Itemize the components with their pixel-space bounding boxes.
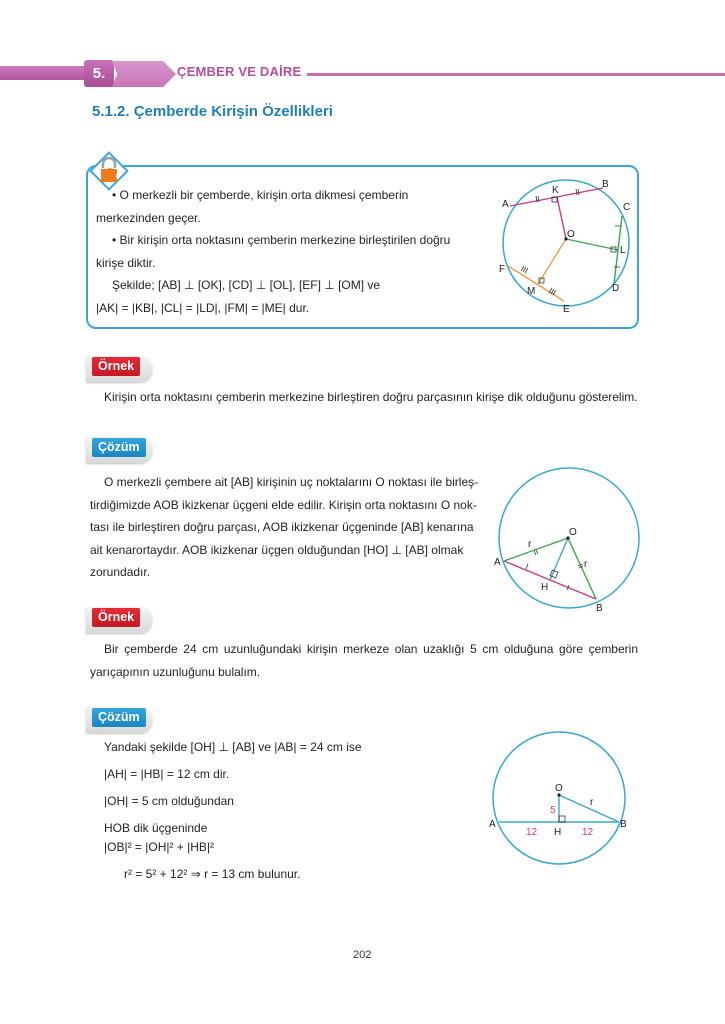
chord-properties-figure	[490, 170, 650, 320]
info-line: kirişe diktir.	[96, 255, 156, 270]
example-line: Bir çemberde 24 cm uzunluğundaki kirişin merkeze olan uzaklığı 5 cm olduğuna göre çemberin	[104, 642, 638, 656]
label-r: r	[590, 797, 594, 808]
solution-text	[90, 471, 482, 584]
label-a: A	[502, 199, 509, 210]
info-line: merkezinden geçer.	[96, 210, 201, 225]
solution-line: tası ile birleştiren doğru parçası, AOB ikizkenar üçgeninde [AB] kenarına	[90, 520, 474, 534]
label-b: B	[620, 819, 627, 830]
label-a: A	[494, 557, 501, 568]
solution-line: |OH| = 5 cm olduğundan	[104, 794, 234, 808]
info-text	[96, 184, 476, 319]
info-line: |AK| = |KB|, |CL| = |LD|, |FM| = |ME| dur.	[96, 300, 310, 315]
solution-line: r² = 5² + 12² ⇒ r = 13 cm bulunur.	[124, 867, 301, 881]
label-b: B	[596, 603, 603, 614]
segment-oa	[504, 538, 568, 561]
label-d: D	[612, 283, 620, 294]
label-r-ob: r	[584, 559, 588, 570]
solution-line: ait kenarortaydır. AOB ikizkenar üçgen olduğundan [HO] ⊥ [AB] olmak	[90, 542, 464, 557]
solution-line: tirdiğimizde AOB ikizkenar üçgeni elde edilir. Kirişin orta noktasını O nok-	[90, 497, 477, 512]
label-h: H	[541, 582, 549, 593]
solution-line: Yandaki şekilde [OH] ⊥ [AB] ve |AB| = 24 cm ise	[104, 740, 362, 754]
label-f: F	[499, 264, 506, 275]
label-hb-length: 12	[582, 827, 594, 838]
section-title: 5.1.2. Çemberde Kirişin Özellikleri	[92, 103, 333, 120]
solution-line: |OB|² = |OH|² + |HB|²	[104, 840, 215, 854]
example-line: yarıçapının uzunluğunu bulalım.	[90, 664, 261, 679]
label-c: C	[623, 202, 631, 213]
label-o: O	[569, 527, 577, 538]
chapter-arrow-decoration	[112, 61, 176, 87]
example-label: Örnek	[92, 357, 140, 376]
label-e: E	[563, 304, 570, 315]
label-l: L	[620, 245, 626, 256]
label-ah-length: 12	[526, 827, 538, 838]
solution-line: |AH| = |HB| = 12 cm dir.	[104, 767, 230, 781]
label-k: K	[552, 185, 559, 196]
solution-badge	[86, 437, 152, 463]
example-label: Örnek	[92, 608, 140, 627]
segment-ob	[559, 795, 619, 822]
label-o: O	[555, 783, 563, 794]
page-number: 202	[353, 949, 372, 961]
isosceles-triangle-figure	[485, 465, 645, 615]
chapter-band	[0, 66, 90, 80]
label-r-oa: r	[528, 539, 532, 550]
example-badge	[86, 356, 152, 382]
label-b: B	[602, 179, 609, 190]
example-text: Kirişin orta noktasını çemberin merkezine birleştiren doğru parçasının kirişe dik olduğunu gösterelim.	[104, 390, 638, 404]
solution-label: Çözüm	[92, 708, 146, 727]
right-triangle-figure	[480, 725, 640, 875]
info-line: • Bir kirişin orta noktasını çemberin merkezine birleştirilen doğru	[112, 233, 451, 247]
label-o: O	[567, 229, 575, 240]
solution-line: zorundadır.	[90, 565, 151, 579]
segment-ok	[557, 197, 566, 239]
circle	[503, 180, 629, 306]
label-h: H	[554, 827, 562, 838]
chapter-number: 5.	[84, 60, 114, 87]
info-line: Şekilde; [AB] ⊥ [OK], [CD] ⊥ [OL], [EF] ⊥ [OM] ve	[112, 278, 381, 292]
chapter-rule	[307, 73, 725, 76]
example-text	[90, 638, 638, 683]
segment-om	[538, 239, 566, 284]
solution-label: Çözüm	[92, 438, 146, 457]
segment-ol	[566, 239, 618, 250]
solution-badge	[86, 707, 152, 733]
segment-oh	[550, 538, 568, 580]
example-badge	[86, 607, 152, 633]
label-a: A	[489, 819, 496, 830]
chord-ef	[508, 266, 564, 301]
chapter-title: ÇEMBER VE DAİRE	[177, 64, 302, 79]
solution-line: O merkezli çembere ait [AB] kirişinin uç noktalarını O noktası ile birleş-	[104, 475, 479, 489]
solution-line: HOB dik üçgeninde	[104, 821, 208, 835]
label-m: M	[527, 286, 536, 297]
info-line: • O merkezli bir çemberde, kirişin orta dikmesi çemberin	[112, 188, 409, 202]
label-oh-length: 5	[550, 805, 556, 816]
